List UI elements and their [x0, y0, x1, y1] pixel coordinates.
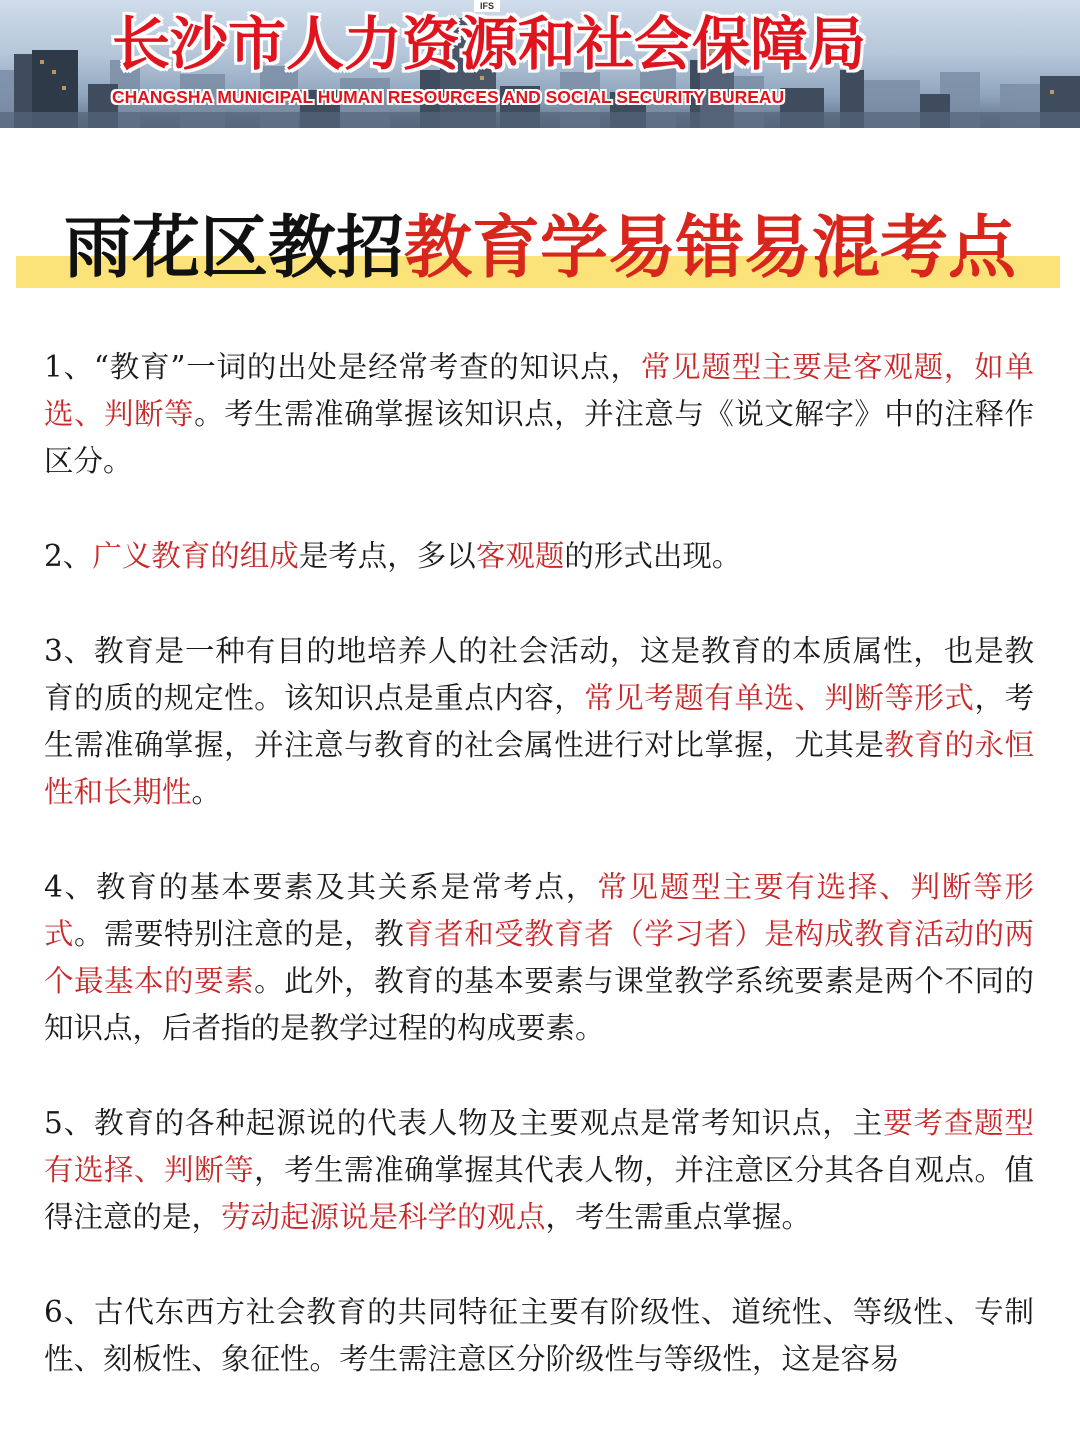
highlighted-text: 客观题	[475, 539, 565, 573]
ifs-sign: IFS	[474, 0, 500, 12]
list-item	[44, 533, 1034, 580]
highlighted-text: 常见题型主要是客观题，如单选、判断等	[44, 350, 1034, 431]
highlighted-text: 常见考题有单选、判断等形式	[584, 681, 975, 715]
bureau-subtitle: CHANGSHA MUNICIPAL HUMAN RESOURCES AND SOCIAL SECURITY BUREAU	[112, 87, 785, 107]
highlighted-text: 常见题型主要有选择、判断等形式	[44, 870, 1034, 951]
body-text: 5、教育的各种起源说的代表人物及主要观点是常考知识点，主	[44, 1106, 884, 1140]
highlighted-text: 要考查题型有选择、判断等	[44, 1106, 1034, 1187]
header-banner	[0, 0, 1080, 128]
body-text: 。需要特别注意的是，教	[74, 917, 405, 951]
list-item	[44, 344, 1034, 485]
body-text: ，考生需准确掌握，并注意与教育的社会属性进行对比掌握，尤其是	[44, 681, 1034, 762]
highlighted-text: 育者和受教育者（学习者）是构成教育活动的两个最基本的要素	[44, 917, 1034, 998]
body-text: 的形式出现。	[564, 539, 742, 573]
body-text: ，考生需重点掌握。	[545, 1200, 812, 1234]
list-item	[44, 628, 1034, 816]
body-text: 。此外，教育的基本要素与课堂教学系统要素是两个不同的知识点，后者指的是教学过程的构成要素。	[44, 964, 1034, 1045]
list-item	[44, 1289, 1034, 1383]
body-text: 1、“教育”一词的出处是经常考查的知识点，	[44, 350, 641, 384]
body-text: 2、	[44, 539, 93, 573]
page-title-prefix: 雨花区教招	[63, 208, 404, 288]
body-text: 是考点，多以	[298, 539, 476, 573]
body-text: 。考生需准确掌握该知识点，并注意与《说文解字》中的注释作区分。	[44, 397, 1034, 478]
page-title-highlight: 教育学易错易混考点	[404, 208, 1017, 288]
article-body	[44, 344, 1034, 1431]
body-text: 6、古代东西方社会教育的共同特征主要有阶级性、道统性、等级性、专制性、刻板性、象征性。考生需注意区分阶级性与等级性，这是容易	[44, 1295, 1034, 1376]
list-item	[44, 864, 1034, 1052]
page-title	[0, 200, 1080, 296]
highlighted-text: 广义教育的组成	[92, 539, 299, 573]
body-text: 3、教育是一种有目的地培养人的社会活动，这是教育的本质属性，也是教育的质的规定性。该知识点是重点内容，	[44, 634, 1034, 715]
highlighted-text: 教育的永恒性和长期性	[44, 728, 1034, 809]
bureau-title: 长沙市人力资源和社会保障局	[112, 10, 867, 78]
body-text: ，考生需准确掌握其代表人物，并注意区分其各自观点。值得注意的是，	[44, 1153, 1034, 1234]
body-text: 4、教育的基本要素及其关系是常考点，	[44, 870, 598, 904]
body-text: 。	[191, 775, 222, 809]
list-item	[44, 1100, 1034, 1241]
highlighted-text: 劳动起源说是科学的观点	[221, 1200, 546, 1234]
